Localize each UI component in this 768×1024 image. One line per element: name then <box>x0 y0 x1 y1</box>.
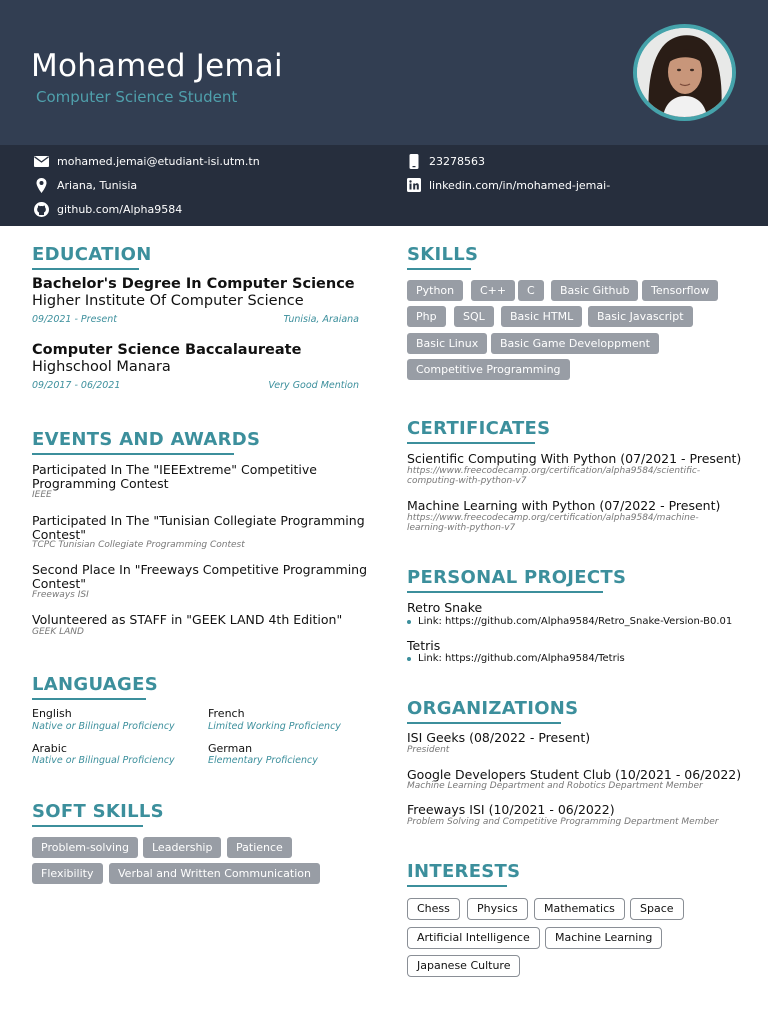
soft-skill-tag: Patience <box>227 837 292 858</box>
github-text: github.com/Alpha9584 <box>57 202 183 216</box>
languages-heading: LANGUAGES <box>32 674 158 695</box>
interest-tag: Chess <box>407 898 460 920</box>
skills-heading: SKILLS <box>407 244 478 265</box>
skill-tag: Basic Github <box>551 280 638 301</box>
language-level: Native or Bilingual Proficiency <box>32 755 175 766</box>
event-item: Participated In The "IEEExtreme" Competitive Programming Contest <box>32 462 317 491</box>
skill-tag: Basic HTML <box>501 306 582 327</box>
education-place: Tunisia, Araiana <box>283 314 359 325</box>
skill-tag: Basic Javascript <box>588 306 693 327</box>
certificates-heading: CERTIFICATES <box>407 418 550 439</box>
location-text: Ariana, Tunisia <box>57 178 138 192</box>
bullet-dot <box>407 620 411 624</box>
event-org: GEEK LAND <box>32 627 84 637</box>
skill-tag: Basic Linux <box>407 333 487 354</box>
phone-icon <box>406 154 421 169</box>
education-dates: 09/2021 - Present <box>32 314 117 325</box>
language-name: German <box>208 742 253 755</box>
contact-email[interactable] <box>34 153 260 169</box>
soft-skill-tag: Verbal and Written Communication <box>109 863 320 884</box>
project-name: Retro Snake <box>407 600 483 615</box>
candidate-name: Mohamed Jemai <box>31 48 283 84</box>
project-link[interactable]: Link: https://github.com/Alpha9584/Tetris <box>407 653 625 664</box>
education-institution: Highschool Manara <box>32 359 171 375</box>
interest-tag: Japanese Culture <box>407 955 520 977</box>
contact-linkedin[interactable] <box>406 177 610 193</box>
contact-github[interactable] <box>34 201 182 217</box>
interest-tag: Space <box>630 898 684 920</box>
bullet-dot <box>407 657 411 661</box>
contact-bar <box>0 145 768 226</box>
education-heading: EDUCATION <box>32 244 152 265</box>
language-name: Arabic <box>32 742 67 755</box>
education-institution: Higher Institute Of Computer Science <box>32 293 304 309</box>
organization-role: Machine Learning Department and Robotics Department Member <box>407 781 703 791</box>
skill-tag: SQL <box>454 306 494 327</box>
certificate-link[interactable]: https://www.freecodecamp.org/certification/alpha9584/scientific- computing-with-python-v7 <box>407 466 701 486</box>
education-degree: Bachelor's Degree In Computer Science <box>32 276 355 292</box>
linkedin-icon <box>406 178 421 193</box>
interest-tag: Machine Learning <box>545 927 662 949</box>
organization-role: President <box>407 745 450 755</box>
language-name: English <box>32 707 72 720</box>
certificate-name: Machine Learning with Python (07/2022 - Present) <box>407 498 721 513</box>
skill-tag: C++ <box>471 280 515 301</box>
skill-tag: Tensorflow <box>642 280 718 301</box>
event-org: Freeways ISI <box>32 590 89 600</box>
organization-name: ISI Geeks (08/2022 - Present) <box>407 730 591 745</box>
certificate-name: Scientific Computing With Python (07/2021 - Present) <box>407 451 742 466</box>
skill-tag: Basic Game Developpment <box>491 333 659 354</box>
soft-skills-heading: SOFT SKILLS <box>32 801 164 822</box>
projects-heading: PERSONAL PROJECTS <box>407 567 626 588</box>
linkedin-text: linkedin.com/in/mohamed-jemai- <box>429 178 611 192</box>
soft-skill-tag: Flexibility <box>32 863 103 884</box>
event-org: TCPC Tunisian Collegiate Programming Contest <box>32 540 245 550</box>
contact-phone[interactable] <box>406 153 485 169</box>
event-item: Volunteered as STAFF in "GEEK LAND 4th Edition" <box>32 612 343 627</box>
interest-tag: Artificial Intelligence <box>407 927 540 949</box>
organization-name: Freeways ISI (10/2021 - 06/2022) <box>407 802 615 817</box>
event-item: Participated In The "Tunisian Collegiate Programming Contest" <box>32 513 365 542</box>
certificate-link[interactable]: https://www.freecodecamp.org/certification/alpha9584/machine- learning-with-python-v7 <box>407 513 699 533</box>
language-level: Limited Working Proficiency <box>208 721 341 732</box>
language-level: Native or Bilingual Proficiency <box>32 721 175 732</box>
language-level: Elementary Proficiency <box>208 755 318 766</box>
envelope-icon <box>34 154 49 169</box>
events-heading: EVENTS AND AWARDS <box>32 429 260 450</box>
organizations-heading: ORGANIZATIONS <box>407 698 578 719</box>
resume-header <box>0 0 768 145</box>
soft-skill-tag: Problem-solving <box>32 837 138 858</box>
event-org: IEEE <box>32 490 52 500</box>
interest-tag: Mathematics <box>534 898 625 920</box>
event-item: Second Place In "Freeways Competitive Programming Contest" <box>32 562 368 591</box>
language-name: French <box>208 707 245 720</box>
education-dates: 09/2017 - 06/2021 <box>32 380 121 391</box>
candidate-title: Computer Science Student <box>36 88 238 106</box>
skill-tag: C <box>518 280 544 301</box>
interests-heading: INTERESTS <box>407 861 520 882</box>
location-pin-icon <box>34 178 49 193</box>
interest-tag: Physics <box>467 898 528 920</box>
skill-tag: Python <box>407 280 463 301</box>
phone-text: 23278563 <box>429 154 485 168</box>
github-icon <box>34 202 49 217</box>
profile-photo <box>633 24 736 121</box>
project-link[interactable]: Link: https://github.com/Alpha9584/Retro_Snake-Version-B0.01 <box>407 616 732 627</box>
education-degree: Computer Science Baccalaureate <box>32 342 302 358</box>
education-place: Very Good Mention <box>268 380 359 391</box>
contact-location <box>34 177 137 193</box>
skill-tag: Competitive Programming <box>407 359 570 380</box>
skill-tag: Php <box>407 306 446 327</box>
soft-skill-tag: Leadership <box>143 837 221 858</box>
email-text: mohamed.jemai@etudiant-isi.utm.tn <box>57 154 260 168</box>
organization-name: Google Developers Student Club (10/2021 - 06/2022) <box>407 767 742 782</box>
organization-role: Problem Solving and Competitive Programming Department Member <box>407 817 719 827</box>
project-name: Tetris <box>407 638 441 653</box>
